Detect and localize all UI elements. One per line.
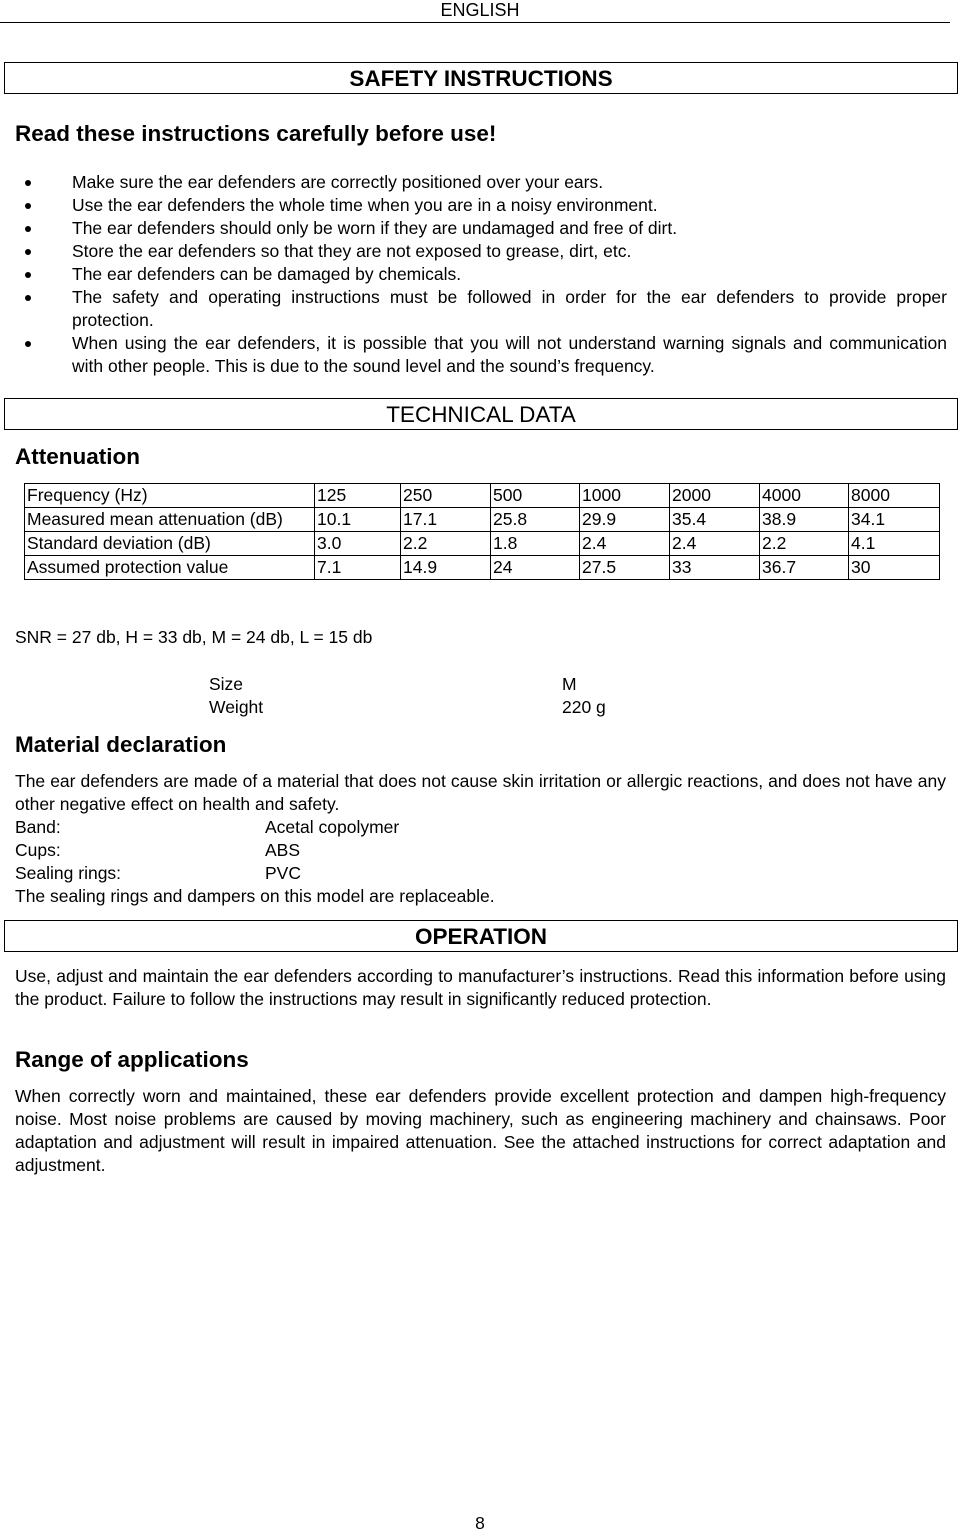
bullet-item: The ear defenders should only be worn if they are undamaged and free of dirt. xyxy=(15,217,947,240)
bullet-icon xyxy=(25,203,31,209)
table-cell: 3.0 xyxy=(315,532,401,556)
table-cell: 2000 xyxy=(670,484,760,508)
header-language: ENGLISH xyxy=(440,0,520,20)
row-label: Assumed protection value xyxy=(25,556,315,580)
snr-rating: SNR = 27 db, H = 33 db, M = 24 db, L = 15 db xyxy=(15,627,373,647)
bullet-item: The ear defenders can be damaged by chemicals. xyxy=(15,263,947,286)
safety-intro: Read these instructions carefully before use! xyxy=(15,121,497,146)
bullet-icon xyxy=(25,226,31,232)
operation-text: Use, adjust and maintain the ear defenders according to manufacturer’s instructions. Read this information before using the product. Failure to follow the instructions may result in significantly reduced protection. xyxy=(15,966,946,1009)
safety-section-box xyxy=(4,62,958,94)
material-item-label: Sealing rings: xyxy=(15,863,122,883)
table-cell: 250 xyxy=(401,484,491,508)
table-cell: 1.8 xyxy=(491,532,580,556)
attenuation-table xyxy=(24,483,940,580)
table-cell: 24 xyxy=(491,556,580,580)
material-item-label: Band: xyxy=(15,817,61,837)
table-cell: 4.1 xyxy=(849,532,940,556)
table-cell: 125 xyxy=(315,484,401,508)
table-cell: 35.4 xyxy=(670,508,760,532)
table-cell: 2.4 xyxy=(580,532,670,556)
table-cell: 1000 xyxy=(580,484,670,508)
operation-section-box xyxy=(4,920,958,952)
bullet-item: When using the ear defenders, it is possible that you will not understand warning signals and communication with other people. This is due to the sound level and the sound’s frequency. xyxy=(15,332,947,378)
bullet-item: Store the ear defenders so that they are not exposed to grease, dirt, etc. xyxy=(15,240,947,263)
table-row xyxy=(25,556,940,580)
table-cell: 30 xyxy=(849,556,940,580)
table-cell: 4000 xyxy=(760,484,849,508)
table-cell: 34.1 xyxy=(849,508,940,532)
material-item-value: Acetal copolymer xyxy=(265,817,400,837)
technical-title: TECHNICAL DATA xyxy=(386,402,576,427)
size-label: Size xyxy=(209,674,244,694)
bullet-icon xyxy=(25,249,31,255)
range-text: When correctly worn and maintained, these ear defenders provide excellent protection and dampen high-frequency noise. Most noise problems are caused by moving machinery, such as engineering machinery and chainsaws. Poor adaptation and adjustment will result in impaired attenuation. See the attached instructions for correct adaptation and adjustment. xyxy=(15,1086,946,1175)
table-cell: 2.2 xyxy=(760,532,849,556)
material-item-value: ABS xyxy=(265,840,301,860)
material-text: The ear defenders are made of a material that does not cause skin irritation or allergic reactions, and does not have any other negative effect on health and safety. xyxy=(15,771,946,814)
safety-title: SAFETY INSTRUCTIONS xyxy=(349,66,613,91)
table-cell: 2.4 xyxy=(670,532,760,556)
table-cell: 17.1 xyxy=(401,508,491,532)
table-cell: 10.1 xyxy=(315,508,401,532)
header-divider xyxy=(0,22,950,23)
row-label: Frequency (Hz) xyxy=(25,484,315,508)
safety-bullet-list xyxy=(15,171,947,378)
table-cell: 500 xyxy=(491,484,580,508)
bullet-icon xyxy=(25,272,31,278)
table-cell: 8000 xyxy=(849,484,940,508)
page-number: 8 xyxy=(475,1513,485,1533)
table-cell: 27.5 xyxy=(580,556,670,580)
attenuation-heading: Attenuation xyxy=(15,444,140,469)
material-heading: Material declaration xyxy=(15,732,227,757)
table-cell: 29.9 xyxy=(580,508,670,532)
technical-section-box xyxy=(4,398,958,430)
material-item-label: Cups: xyxy=(15,840,61,860)
row-label: Measured mean attenuation (dB) xyxy=(25,508,315,532)
bullet-item: The safety and operating instructions must be followed in order for the ear defenders to provide proper protection. xyxy=(15,286,947,332)
bullet-item: Use the ear defenders the whole time when you are in a noisy environment. xyxy=(15,194,947,217)
table-row xyxy=(25,508,940,532)
table-row xyxy=(25,532,940,556)
range-heading: Range of applications xyxy=(15,1047,249,1072)
row-label: Standard deviation (dB) xyxy=(25,532,315,556)
bullet-item: Make sure the ear defenders are correctly positioned over your ears. xyxy=(15,171,947,194)
table-cell: 33 xyxy=(670,556,760,580)
table-row xyxy=(25,484,940,508)
table-cell: 25.8 xyxy=(491,508,580,532)
material-note: The sealing rings and dampers on this model are replaceable. xyxy=(15,886,495,906)
size-value: M xyxy=(562,674,577,694)
table-cell: 36.7 xyxy=(760,556,849,580)
table-cell: 7.1 xyxy=(315,556,401,580)
table-cell: 14.9 xyxy=(401,556,491,580)
bullet-icon xyxy=(25,180,31,186)
bullet-icon xyxy=(25,341,31,347)
table-cell: 38.9 xyxy=(760,508,849,532)
operation-title: OPERATION xyxy=(414,924,548,949)
weight-label: Weight xyxy=(209,697,264,717)
weight-value: 220 g xyxy=(562,697,606,717)
bullet-icon xyxy=(25,295,31,301)
material-item-value: PVC xyxy=(265,863,301,883)
table-cell: 2.2 xyxy=(401,532,491,556)
